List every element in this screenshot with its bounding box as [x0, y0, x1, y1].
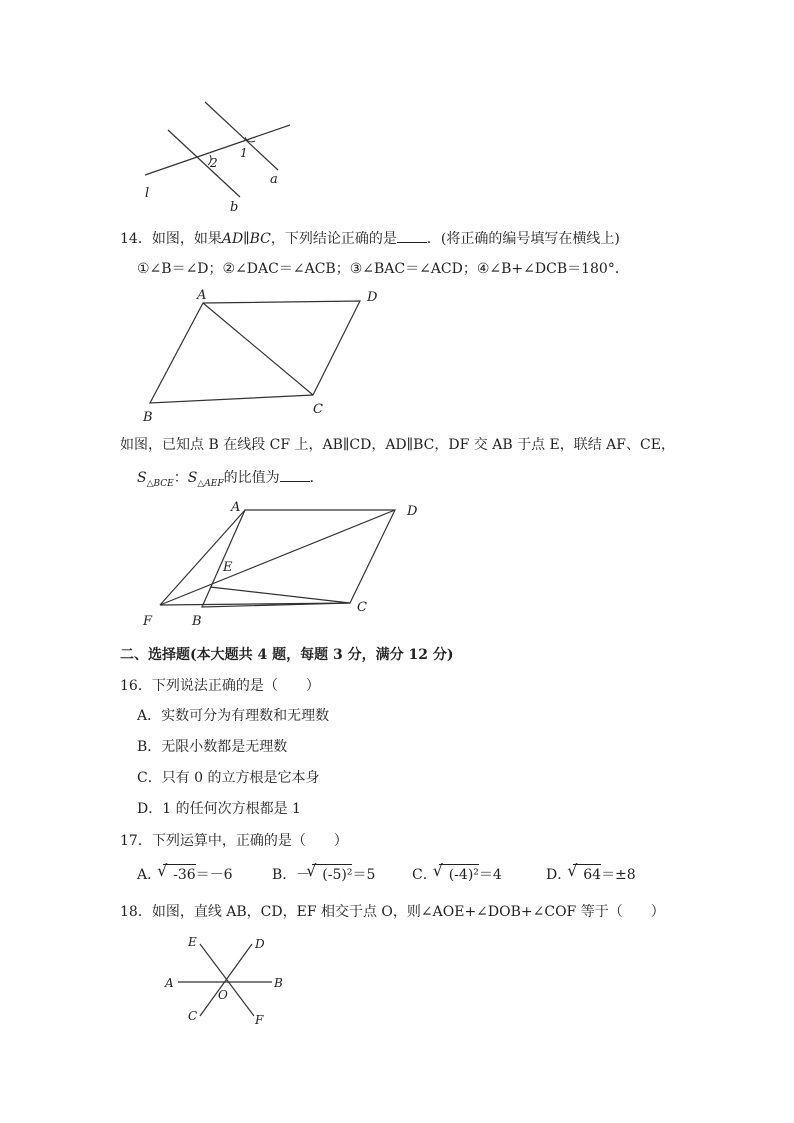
svg-text:C: C: [357, 600, 367, 615]
svg-text:B: B: [143, 410, 153, 425]
q15-stem-line1: 如图，已知点 B 在线段 CF 上，AB∥CD，AD∥BC，DF 交 AB 于点 E，联结 AF、CE，: [120, 437, 675, 453]
svg-text:D: D: [367, 290, 378, 305]
q16-option-b[interactable]: B．无限小数都是无理数: [137, 739, 288, 755]
q18-stem: 18．如图，直线 AB，CD，EF 相交于点 O，则∠AOE+∠DOB+∠COF 等于（ ）: [120, 904, 665, 920]
q14-options: ①∠B＝∠D；②∠DAC＝∠ACB；③∠BAC＝∠ACD；④∠B+∠DCB＝180°．: [137, 261, 629, 277]
parallel-lines-figure: [130, 95, 310, 215]
q17-option-d[interactable]: D．√ 64＝±8: [546, 864, 636, 885]
svg-text:B: B: [274, 976, 283, 990]
svg-text:D: D: [407, 504, 418, 519]
q15-stem-line2: $S_{\triangle BCE}$：$S_{\triangle AEF}$的比值为 ．: [137, 467, 324, 494]
q17-stem: 17．下列运算中，正确的是（ ）: [120, 833, 348, 849]
q15-figure: [135, 495, 435, 635]
line-l-label: l: [145, 186, 150, 201]
q14-stem: 14．如图，如果AD∥BC，下列结论正确的是 ．(将正确的编号填写在横线上): [120, 228, 620, 249]
svg-text:D: D: [255, 937, 265, 951]
q16-option-c[interactable]: C．只有 0 的立方根是它本身: [137, 770, 320, 786]
svg-text:F: F: [255, 1013, 264, 1027]
svg-text:A: A: [231, 500, 241, 515]
svg-text:E: E: [188, 935, 197, 949]
line-b-label: b: [230, 200, 239, 215]
q17-option-c[interactable]: C．√ (-4)²＝4: [412, 864, 502, 885]
answer-blank[interactable]: [280, 467, 310, 482]
svg-text:E: E: [223, 560, 233, 575]
angle1-label: 1: [240, 146, 248, 160]
q18-figure: [160, 932, 300, 1032]
svg-text:C: C: [313, 402, 323, 417]
q16-stem: 16．下列说法正确的是（ ）: [120, 678, 320, 694]
svg-text:A: A: [165, 976, 174, 990]
q17-option-b[interactable]: B．－√ (-5)²＝5: [272, 864, 375, 885]
line-a-label: a: [270, 172, 278, 187]
svg-text:A: A: [197, 288, 207, 303]
q14-figure: [135, 283, 385, 428]
angle2-label: 2: [210, 156, 218, 170]
q17-option-a[interactable]: A．√ -36＝－6: [137, 864, 233, 885]
q16-option-d[interactable]: D．1 的任何次方根都是 1: [137, 801, 301, 817]
answer-blank[interactable]: [397, 228, 427, 243]
svg-text:B: B: [192, 614, 202, 629]
svg-text:F: F: [143, 614, 153, 629]
q16-option-a[interactable]: A．实数可分为有理数和无理数: [137, 708, 330, 724]
svg-text:C: C: [188, 1009, 198, 1023]
section-heading: 二、选择题(本大题共 4 题，每题 3 分，满分 12 分): [120, 647, 454, 663]
svg-text:O: O: [218, 988, 228, 1002]
